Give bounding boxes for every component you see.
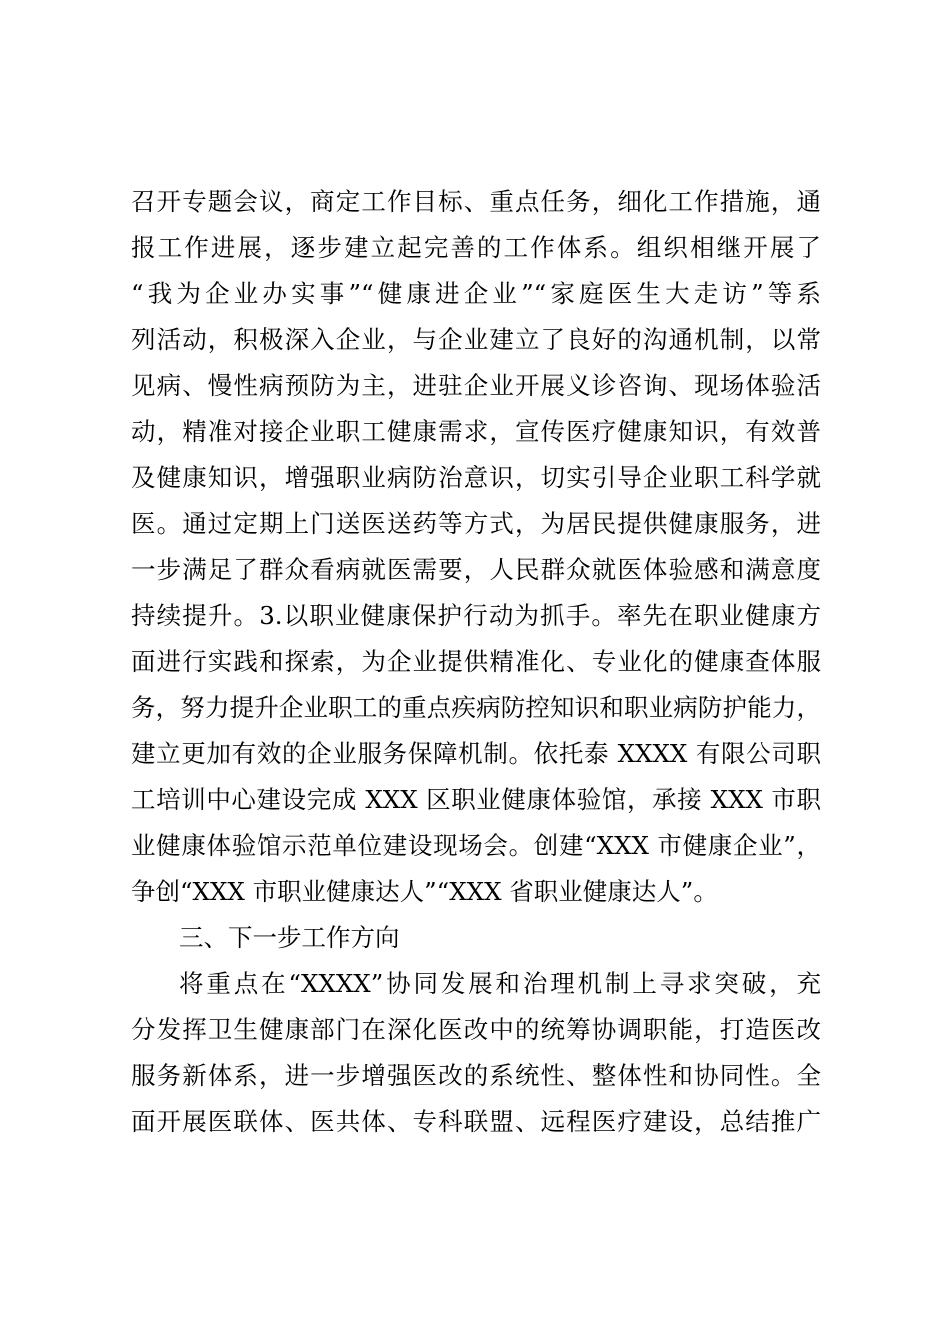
body-line-8: 医。通过定期上门送医送药等方式，为居民提供健康服务，进 [131,509,821,538]
body-line-7: 及健康知识，增强职业病防治意识，切实引导企业职工科学就 [131,463,821,492]
body-line-9: 一步满足了群众看病就医需要，人民群众就医体验感和满意度 [131,555,821,584]
body-line-6: 动，精准对接企业职工健康需求，宣传医疗健康知识，有效普 [131,417,821,446]
body-line-12: 务，努力提升企业职工的重点疾病防控知识和职业病防护能力， [131,693,821,722]
section-line-1: 将重点在“XXXX”协同发展和治理机制上寻求突破，充 [179,969,821,998]
body-line-14: 工培训中心建设完成 XXX 区职业健康体验馆，承接 XXX 市职 [131,785,821,814]
body-line-11: 面进行实践和探索，为企业提供精准化、专业化的健康查体服 [131,647,821,676]
section-line-3: 服务新体系，进一步增强医改的系统性、整体性和协同性。全 [131,1061,821,1090]
body-line-2: 报工作进展，逐步建立起完善的工作体系。组织相继开展了 [131,233,821,262]
body-line-4: 列活动，积极深入企业，与企业建立了良好的沟通机制，以常 [131,325,821,354]
body-line-5: 见病、慢性病预防为主，进驻企业开展义诊咨询、现场体验活 [131,371,821,400]
section-line-2: 分发挥卫生健康部门在深化医改中的统筹协调职能，打造医改 [131,1015,821,1044]
body-line-1: 召开专题会议，商定工作目标、重点任务，细化工作措施，通 [131,187,821,216]
section-line-4: 面开展医联体、医共体、专科联盟、远程医疗建设，总结推广 [131,1107,821,1136]
body-line-15: 业健康体验馆示范单位建设现场会。创建“XXX 市健康企业”， [131,831,821,860]
body-line-13: 建立更加有效的企业服务保障机制。依托泰 XXXX 有限公司职 [131,739,821,768]
body-line-16: 争创“XXX 市职业健康达人”“XXX 省职业健康达人”。 [131,877,718,906]
body-line-10: 持续提升。3.以职业健康保护行动为抓手。率先在职业健康方 [131,601,821,630]
section-heading: 三、下一步工作方向 [179,923,400,952]
body-line-3: “我为企业办实事”“健康进企业”“家庭医生大走访”等系 [131,279,821,308]
